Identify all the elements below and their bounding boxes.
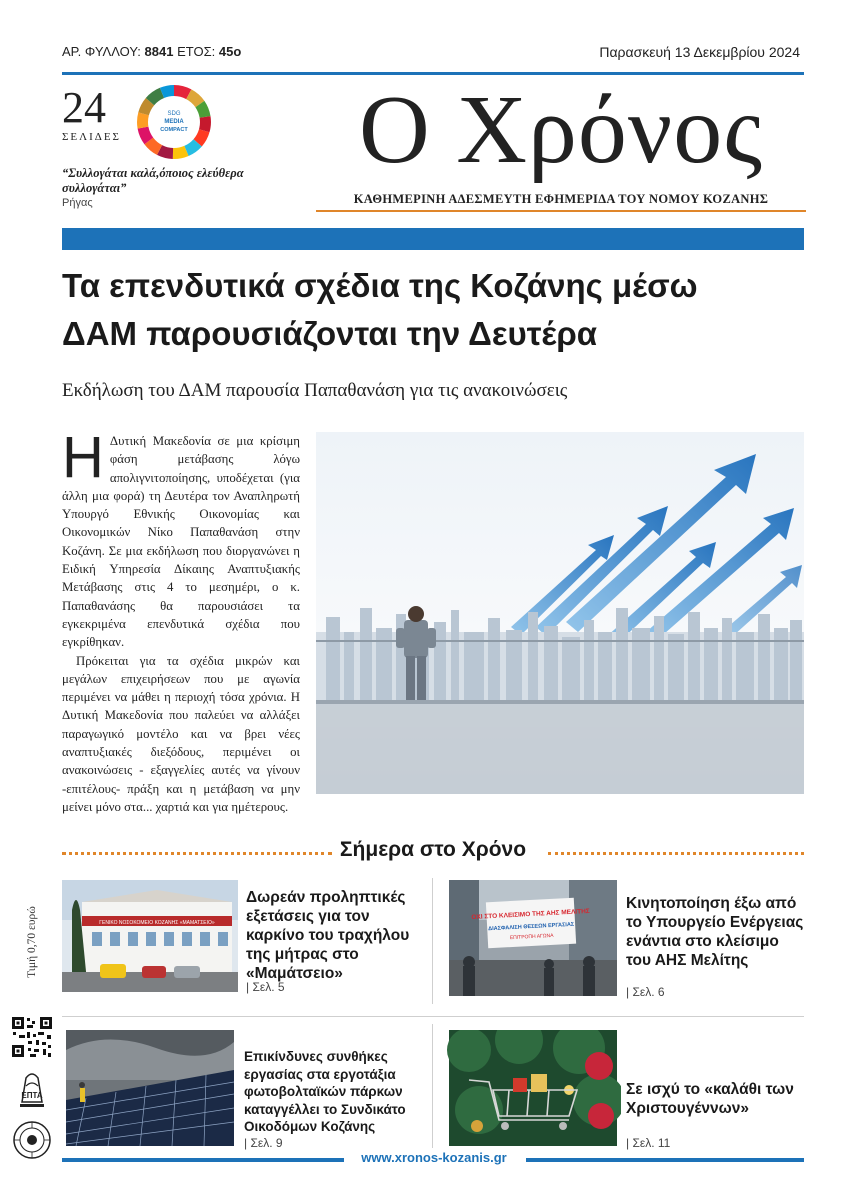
story-2-title[interactable]: Κινητοποίηση έξω από το Υπουργείο Ενέργειας ενάντια στο κλείσιμο του ΑΗΣ Μελίτης — [626, 895, 804, 969]
quote-author: Ρήγας — [62, 197, 93, 209]
christmas-basket-photo[interactable] — [445, 1030, 621, 1146]
today-section-title: Σήμερα στο Χρόνο — [339, 838, 527, 861]
section-dots-right — [548, 852, 804, 855]
story-3-title[interactable]: Επικίνδυνες συνθήκες εργασίας στα εργοτάξια φωτοβολταϊκών πάρκων καταγγέλλει το Συνδικάτο Οικοδόμων Κοζάνης — [244, 1049, 406, 1134]
banner-line-2: ΔΙΑΣΦΑΛΙΣΗ ΘΕΣΕΩΝ ΕΡΓΑΣΙΑΣ — [488, 921, 575, 933]
lead-paragraph-2: Πρόκειται για τα σχέδια μικρών και μεγάλων επιχειρήσεων που με αγωνία περιμένει να μάθει η περιοχή τόσα χρόνια. Η Δυτική Μακεδονία που παλεύει να αλλάξει παραγωγικό μοντέλο και να βρει νέες αναπτυξιακές διεξόδους, περιμένει οι ανακοινώσεις - εξαγγελίες αυτές να γίνουν -επιτέλους- πράξη και η μετάβαση να μην μείνει μόνο στα... χαρτιά και για ημέτερους. — [62, 653, 300, 814]
story-2-page: | Σελ. 6 — [626, 985, 665, 999]
newspaper-masthead: Ο Χρόνος — [358, 76, 764, 184]
sdg-line-2: MEDIA — [164, 119, 184, 125]
story-1-page: | Σελ. 5 — [246, 980, 285, 994]
sdg-media-compact-logo — [136, 84, 212, 160]
header-blue-bar — [62, 228, 804, 250]
hospital-photo[interactable] — [62, 880, 238, 992]
issue-info — [62, 44, 241, 59]
story-3-page: | Σελ. 9 — [244, 1136, 283, 1150]
association-seal-logo — [12, 1120, 52, 1160]
banner-line-1: ΟΧΙ ΣΤΟ ΚΛΕΙΣΙΜΟ ΤΗΣ ΑΗΣ ΜΕΛΙΤΗΣ — [471, 907, 590, 922]
sdg-line-3: COMPACT — [160, 127, 188, 133]
story-1-title[interactable]: Δωρεάν προληπτικές εξετάσεις για τον καρκίνο του τραχήλου της μήτρας στο «Μαμάτσειο» — [246, 889, 410, 982]
story-4-page: | Σελ. 11 — [626, 1136, 671, 1150]
stories-col-divider-bottom — [432, 1024, 433, 1148]
lead-body — [62, 425, 300, 816]
hospital-sign: ΓΕΝΙΚΟ ΝΟΣΟΚΟΜΕΙΟ ΚΟΖΑΝΗΣ «ΜΑΜΑΤΣΕΙΟ» — [99, 920, 215, 926]
banner-line-3: ΕΠΙΤΡΟΠΗ ΑΓΩΝΑ — [509, 932, 554, 942]
epta-logo-text: ΕΠΤΑ — [21, 1091, 43, 1100]
protest-photo[interactable] — [445, 880, 621, 996]
story-4-title[interactable]: Σε ισχύ το «καλάθι των Χριστουγέννων» — [626, 1081, 794, 1117]
lead-paragraph-1 — [62, 425, 300, 652]
footer-rule-right — [526, 1158, 804, 1162]
issue-number: 8841 — [144, 44, 174, 59]
price-text: Τιμή 0,70 ευρώ — [26, 906, 38, 978]
epta-logo — [12, 1068, 52, 1114]
masthead-quote: “Συλλογάται καλά,όποιος ελεύθερα συλλογάται” — [62, 166, 244, 195]
stories-col-divider-top — [432, 878, 433, 1004]
section-dots-left — [62, 852, 332, 855]
year-label: ΕΤΟΣ: — [177, 44, 216, 59]
pages-count: 24 — [62, 83, 106, 132]
website-link[interactable]: www.xronos-kozanis.gr — [352, 1150, 516, 1165]
subtitle-underline — [316, 210, 806, 212]
dropcap: Η — [62, 425, 104, 490]
lead-paragraph-1-text: Δυτική Μακεδονία σε μια κρίσιμη φάση μετάβασης λόγω απολιγνιτοποίησης, υποδέχεται (για άλλη μια φορά) τη Δευτέρα τον Αναπληρωτή Υπουργό Εθνικής Οικονομίας και Οικονομικών Νίκο Παπαθανάση στην Κοζάνη. Σε μια εκδήλωση που διοργανώνει η Ειδική Υπηρεσία Δίκαιης Αναπτυξιακής Μετάβασης στις 4 το μεσημέρι, ο κ. Παπαθανάσης θα παρουσιάσει τα εγκεκριμένα επενδυτικά σχέδια που εγκρίθηκαν. — [62, 434, 300, 650]
footer-rule-left — [62, 1158, 344, 1162]
headline-line-2: ΔΑΜ παρουσιάζονται την Δευτέρα — [62, 315, 598, 352]
issue-label: ΑΡ. ΦΥΛΛΟΥ: — [62, 44, 141, 59]
solar-panels-photo[interactable] — [62, 1030, 238, 1146]
pages-label: ΣΕΛΙΔΕΣ — [62, 131, 121, 143]
lead-deck: Εκδήλωση του ΔΑΜ παρουσία Παπαθανάση για τις ανακοινώσεις — [62, 380, 568, 401]
publication-date: Παρασκευή 13 Δεκεμβρίου 2024 — [599, 44, 800, 60]
lead-headline[interactable] — [62, 262, 804, 358]
newspaper-subtitle: ΚΑΘΗΜΕΡΙΝΗ ΑΔΕΣΜΕΥΤΗ ΕΦΗΜΕΡΙΔΑ ΤΟΥ ΝΟΜΟΥ ΚΟΖΑΝΗΣ — [353, 192, 769, 206]
stories-row-divider — [62, 1016, 804, 1017]
lead-photo-businessman-growth-arrows[interactable] — [316, 432, 804, 794]
qr-code-icon[interactable] — [10, 1015, 54, 1059]
headline-line-1: Τα επενδυτικά σχέδια της Κοζάνης μέσω — [62, 267, 698, 304]
year-number: 45ο — [218, 44, 242, 59]
sdg-line-1: SDG — [167, 111, 181, 117]
price-vertical — [22, 880, 36, 1010]
